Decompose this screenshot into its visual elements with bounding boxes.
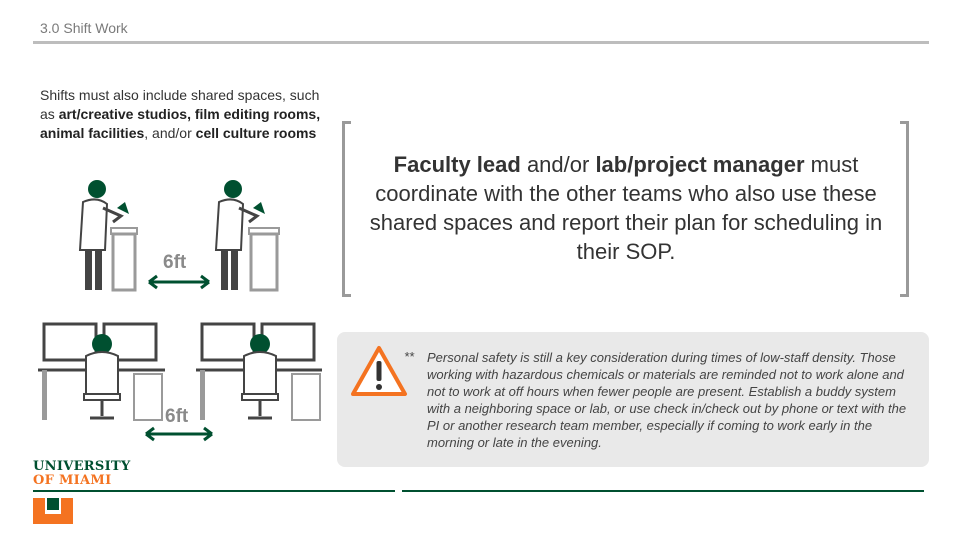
- scientist-right: [216, 180, 279, 290]
- intro-text-1: Shifts must also include shared spaces, such as: [40, 87, 320, 122]
- intro-text-2: , and/or: [144, 125, 196, 141]
- lab-distancing-illustration: [55, 172, 295, 297]
- footer-rule-left: [33, 490, 395, 492]
- warning-triangle-icon: [350, 345, 408, 397]
- quote-bold-2: lab/project manager: [595, 152, 805, 177]
- university-logo: [33, 460, 131, 488]
- footer-rule-right: [402, 490, 924, 492]
- logo-line-1: UNIVERSITY: [33, 459, 131, 474]
- lab-distance-label: 6ft: [163, 252, 187, 273]
- quote-bracket-left: [342, 121, 351, 297]
- distance-arrow: [146, 428, 212, 440]
- workstation-right: [196, 324, 322, 420]
- intro-bold-2: cell culture rooms: [195, 125, 317, 141]
- scientist-left: [80, 180, 137, 290]
- intro-bold-1: art/creative studios, film editing rooms, animal facilities: [40, 106, 321, 141]
- intro-paragraph: [40, 86, 330, 143]
- section-title: 3.0 Shift Work: [40, 20, 128, 36]
- header-divider: [33, 41, 929, 44]
- note-marker: **: [404, 349, 415, 364]
- coordination-quote: [368, 150, 884, 266]
- safety-note-text: Personal safety is still a key consideration during times of low-staff density. Those working with hazardous chemicals or materials are reminded not to work alone and not to work at off hours when fewer people are present. Establish a buddy system with a neighboring space or lab, or use check in/check out by phone or text with the PI or another research team member, especially if coming to work early in the morning or late in the evening.: [427, 350, 907, 450]
- office-distancing-illustration: [30, 318, 330, 456]
- quote-text-1: and/or: [520, 152, 596, 177]
- quote-text-2: must coordinate with the other teams who also use these shared spaces and report their plan for scheduling in their SOP.: [369, 152, 883, 264]
- quote-bold-1: Faculty lead: [393, 152, 521, 177]
- logo-line-2: OF MIAMI: [33, 473, 112, 488]
- quote-bracket-right: [900, 121, 909, 297]
- u-logo-icon: [33, 498, 73, 524]
- office-distance-label: 6ft: [165, 406, 189, 427]
- distance-arrow: [149, 276, 209, 288]
- workstation-left: [38, 324, 165, 420]
